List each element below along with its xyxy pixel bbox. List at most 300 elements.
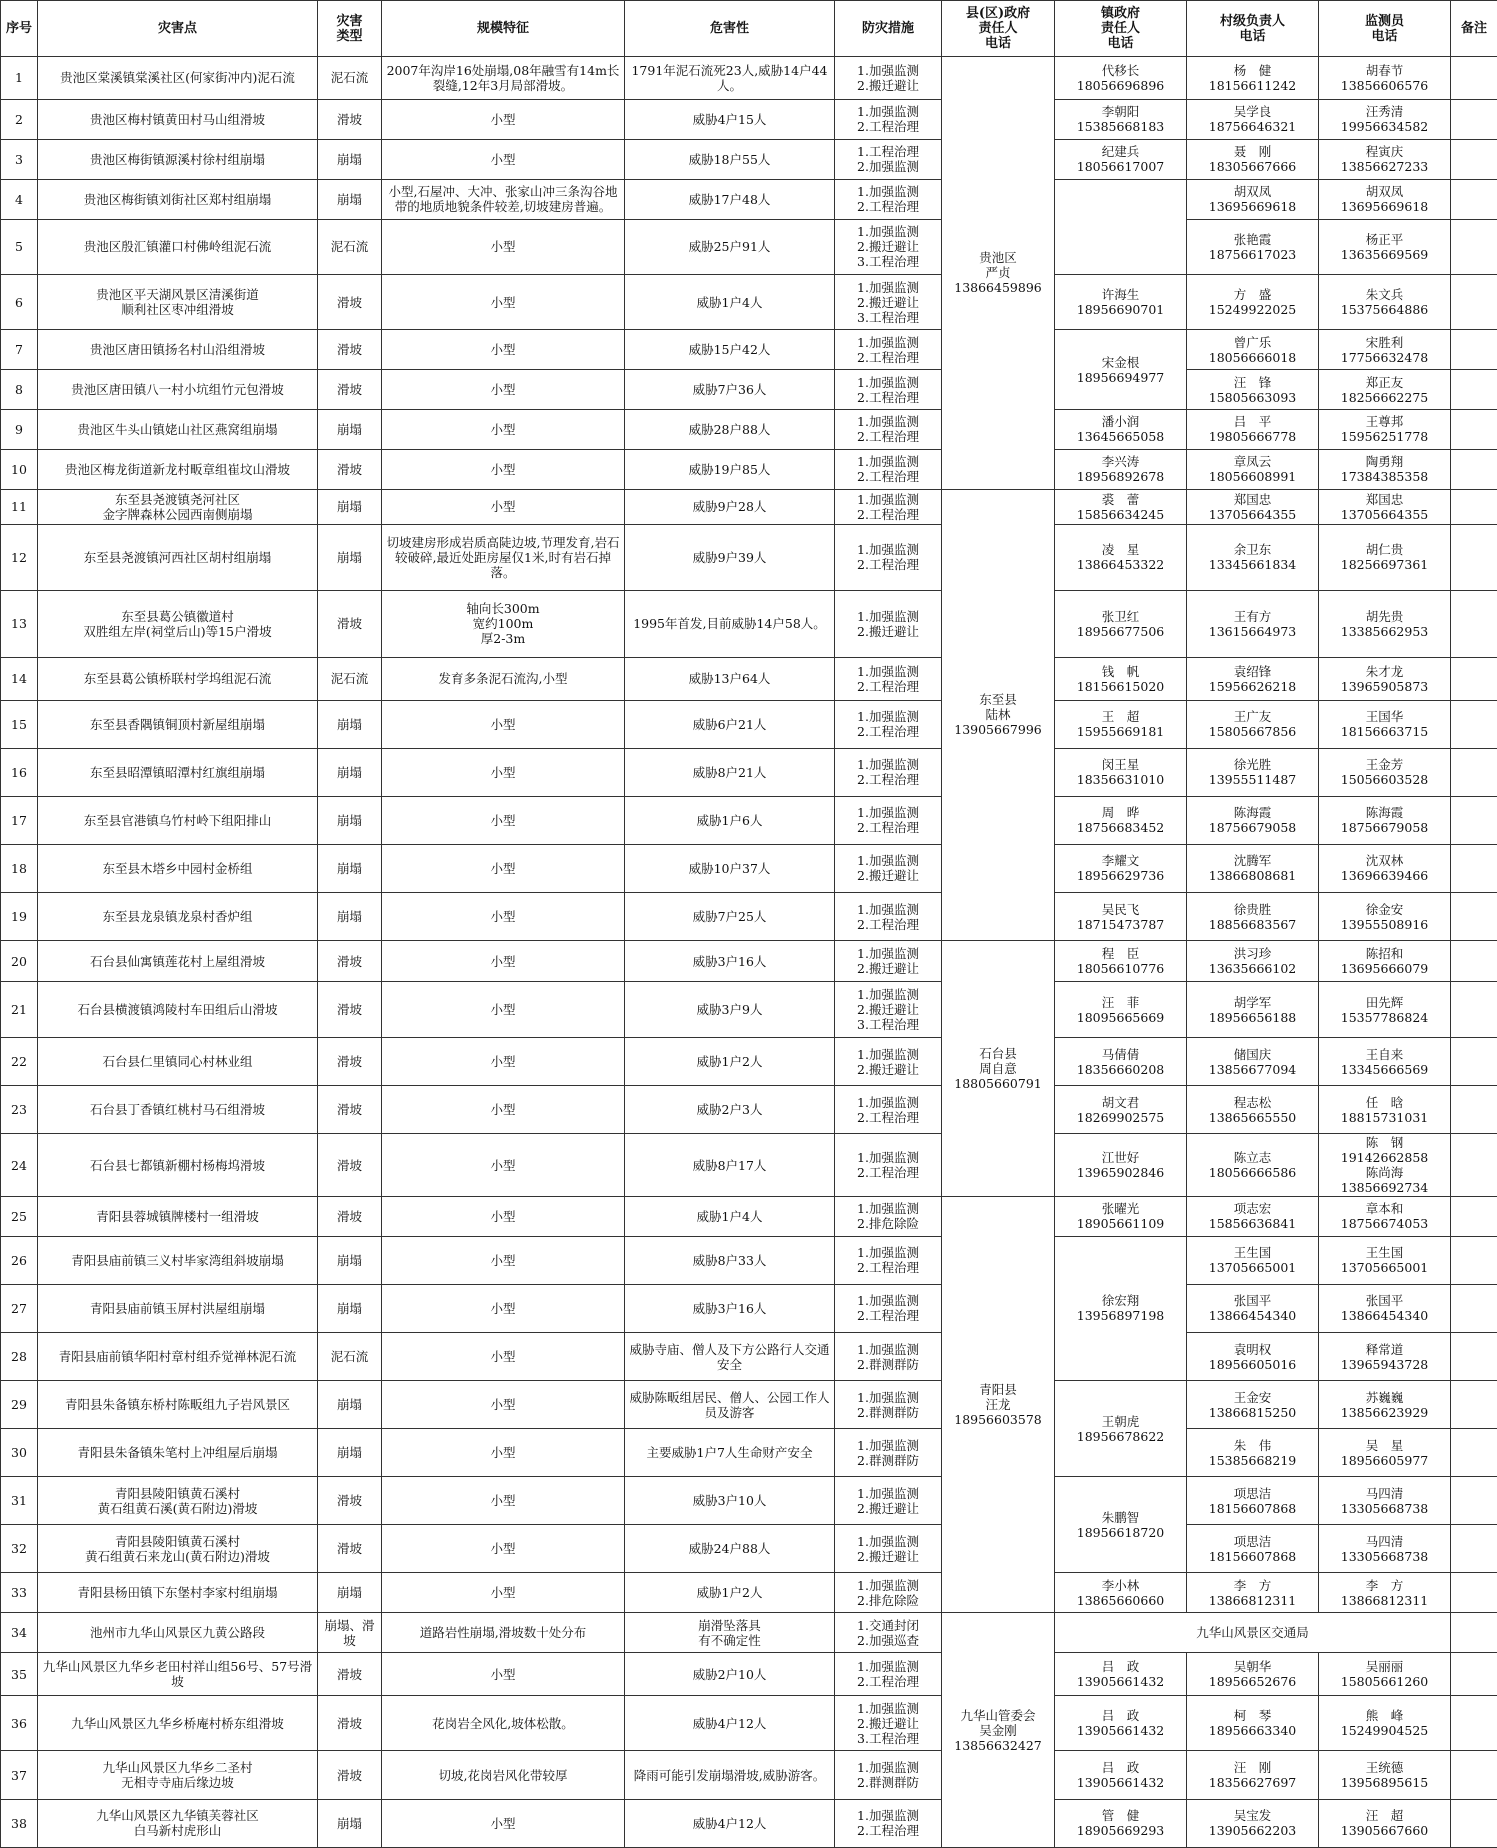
monitor-contact: 王尊邦 15956251778: [1319, 410, 1451, 450]
monitor-contact: 程寅庆 13856627233: [1319, 139, 1451, 179]
town-responsible: 纪建兵 18056617007: [1055, 139, 1187, 179]
table-row: [1, 796, 1497, 844]
monitor-contact: 吴丽丽 15805661260: [1319, 1653, 1451, 1696]
hazard-description: 威胁25户91人: [625, 219, 835, 274]
table-row: [1, 139, 1497, 179]
column-header: 镇政府 责任人 电话: [1055, 1, 1187, 57]
village-responsible: 陈海霞 18756679058: [1187, 796, 1319, 844]
town-responsible: 李兴涛 18956892678: [1055, 449, 1187, 489]
row-number: 27: [1, 1284, 38, 1332]
remark: [1451, 57, 1497, 100]
monitor-contact: 王金芳 15056603528: [1319, 748, 1451, 796]
disaster-type: 崩塌: [318, 1284, 382, 1332]
village-responsible: 洪习珍 13635666102: [1187, 941, 1319, 982]
disaster-type: 崩塌: [318, 1799, 382, 1847]
town-responsible: 代移长 18056696896: [1055, 57, 1187, 100]
row-number: 36: [1, 1696, 38, 1751]
disaster-type: 滑坡: [318, 1196, 382, 1236]
table-row: [1, 219, 1497, 274]
monitor-contact: 王生国 13705665001: [1319, 1236, 1451, 1284]
remark: [1451, 1134, 1497, 1196]
row-number: 26: [1, 1236, 38, 1284]
hazard-description: 威胁8户33人: [625, 1236, 835, 1284]
scale-features: 小型: [382, 1284, 625, 1332]
village-responsible: 项思洁 18156607868: [1187, 1477, 1319, 1525]
village-responsible: 章凤云 18056608991: [1187, 449, 1319, 489]
prevention-measures: 1.加强监测 2.群测群防: [835, 1429, 942, 1477]
village-responsible: 吴学良 18756646321: [1187, 99, 1319, 139]
monitor-contact: 王国华 18156663715: [1319, 700, 1451, 748]
remark: [1451, 410, 1497, 450]
scale-features: 小型: [382, 941, 625, 982]
village-responsible: 郑国忠 13705664355: [1187, 489, 1319, 524]
table-row: [1, 1653, 1497, 1696]
prevention-measures: 1.加强监测 2.工程治理: [835, 700, 942, 748]
row-number: 14: [1, 657, 38, 700]
prevention-measures: 1.工程治理 2.加强监测: [835, 139, 942, 179]
disaster-type: 滑坡: [318, 449, 382, 489]
hazard-description: 威胁1户2人: [625, 1038, 835, 1086]
disaster-type: 崩塌: [318, 700, 382, 748]
village-responsible: 朱 伟 15385668219: [1187, 1429, 1319, 1477]
disaster-location: 东至县昭潭镇昭潭村红旗组崩塌: [38, 748, 318, 796]
disaster-type: 滑坡: [318, 99, 382, 139]
prevention-measures: 1.加强监测 2.工程治理: [835, 1134, 942, 1196]
disaster-location: 贵池区唐田镇八一村小坑组竹元包滑坡: [38, 370, 318, 410]
column-header: 县(区)政府 责任人 电话: [942, 1, 1055, 57]
prevention-measures: 1.加强监测 2.工程治理: [835, 370, 942, 410]
disaster-type: 崩塌: [318, 1429, 382, 1477]
town-responsible: 钱 帆 18156615020: [1055, 657, 1187, 700]
village-responsible: 项志宏 15856636841: [1187, 1196, 1319, 1236]
village-responsible: 王金安 13866815250: [1187, 1381, 1319, 1429]
scale-features: 小型: [382, 1236, 625, 1284]
hazard-description: 威胁2户10人: [625, 1653, 835, 1696]
row-number: 15: [1, 700, 38, 748]
hazard-description: 威胁1户6人: [625, 796, 835, 844]
remark: [1451, 1613, 1497, 1653]
column-header: 序号: [1, 1, 38, 57]
county-responsible: 东至县 陆林 13905667996: [942, 489, 1055, 940]
row-number: 16: [1, 748, 38, 796]
village-responsible: 程志松 13865665550: [1187, 1086, 1319, 1134]
column-header: 灾害 类型: [318, 1, 382, 57]
scale-features: 小型: [382, 844, 625, 892]
row-number: 22: [1, 1038, 38, 1086]
monitor-contact: 释常道 13965943728: [1319, 1332, 1451, 1380]
row-number: 37: [1, 1751, 38, 1799]
scale-features: 小型: [382, 1086, 625, 1134]
scale-features: 小型: [382, 99, 625, 139]
disaster-type: 滑坡: [318, 1653, 382, 1696]
table-row: [1, 1477, 1497, 1525]
column-header: 防灾措施: [835, 1, 942, 57]
row-number: 17: [1, 796, 38, 844]
scale-features: 小型: [382, 1799, 625, 1847]
disaster-location: 青阳县庙前镇玉屏村洪屋组崩塌: [38, 1284, 318, 1332]
disaster-location: 贵池区殷汇镇灌口村佛岭组泥石流: [38, 219, 318, 274]
monitor-contact: 胡双凤 13695669618: [1319, 179, 1451, 219]
disaster-location: 东至县葛公镇徽道村 双胜组左岸(祠堂后山)等15户滑坡: [38, 591, 318, 658]
hazard-description: 威胁3户16人: [625, 1284, 835, 1332]
scale-features: 发育多条泥石流沟,小型: [382, 657, 625, 700]
monitor-contact: 张国平 13866454340: [1319, 1284, 1451, 1332]
disaster-type: 崩塌: [318, 489, 382, 524]
scale-features: 小型: [382, 1429, 625, 1477]
village-responsible: 王有方 13615664973: [1187, 591, 1319, 658]
town-responsible: 胡文君 18269902575: [1055, 1086, 1187, 1134]
row-number: 8: [1, 370, 38, 410]
remark: [1451, 1751, 1497, 1799]
village-responsible: 余卫东 13345661834: [1187, 524, 1319, 591]
county-responsible: 石台县 周自意 18805660791: [942, 941, 1055, 1197]
disaster-type: 滑坡: [318, 1477, 382, 1525]
village-responsible: 汪 刚 18356627697: [1187, 1751, 1319, 1799]
monitor-contact: 田先辉 15357786824: [1319, 981, 1451, 1037]
table-row: [1, 489, 1497, 524]
hazard-description: 威胁2户3人: [625, 1086, 835, 1134]
village-responsible: 袁明权 18956605016: [1187, 1332, 1319, 1380]
scale-features: 小型: [382, 796, 625, 844]
remark: [1451, 139, 1497, 179]
row-number: 29: [1, 1381, 38, 1429]
disaster-location: 石台县丁香镇红桃村马石组滑坡: [38, 1086, 318, 1134]
row-number: 10: [1, 449, 38, 489]
table-row: [1, 941, 1497, 982]
monitor-contact: 汪 超 13905667660: [1319, 1799, 1451, 1847]
disaster-type: 滑坡: [318, 370, 382, 410]
remark: [1451, 1573, 1497, 1613]
row-number: 38: [1, 1799, 38, 1847]
row-number: 6: [1, 274, 38, 329]
hazard-description: 威胁17户48人: [625, 179, 835, 219]
hazard-description: 威胁3户10人: [625, 1477, 835, 1525]
prevention-measures: 1.加强监测 2.群测群防: [835, 1381, 942, 1429]
monitor-contact: 吴 星 18956605977: [1319, 1429, 1451, 1477]
hazard-description: 威胁1户2人: [625, 1573, 835, 1613]
remark: [1451, 1038, 1497, 1086]
disaster-location: 青阳县朱备镇朱笔村上冲组屋后崩塌: [38, 1429, 318, 1477]
scale-features: 小型: [382, 330, 625, 370]
prevention-measures: 1.加强监测 2.工程治理: [835, 489, 942, 524]
disaster-location: 青阳县陵阳镇黄石溪村 黄石组黄石来龙山(黄石附边)滑坡: [38, 1525, 318, 1573]
monitor-contact: 胡先贵 13385662953: [1319, 591, 1451, 658]
town-responsible: 汪 菲 18095665669: [1055, 981, 1187, 1037]
disaster-type: 崩塌: [318, 179, 382, 219]
hazard-description: 威胁9户39人: [625, 524, 835, 591]
town-responsible: 王 超 15955669181: [1055, 700, 1187, 748]
disaster-type: 滑坡: [318, 1696, 382, 1751]
town-responsible: 裘 蕾 15856634245: [1055, 489, 1187, 524]
scale-features: 小型: [382, 1653, 625, 1696]
monitor-contact: 熊 峰 15249904525: [1319, 1696, 1451, 1751]
scale-features: 小型: [382, 981, 625, 1037]
disaster-location: 贵池区棠溪镇棠溪社区(何家街冲内)泥石流: [38, 57, 318, 100]
village-responsible: 曾广乐 18056666018: [1187, 330, 1319, 370]
prevention-measures: 1.加强监测 2.搬迁避让 3.工程治理: [835, 981, 942, 1037]
disaster-type: 滑坡: [318, 941, 382, 982]
table-row: [1, 1038, 1497, 1086]
village-responsible: 陈立志 18056666586: [1187, 1134, 1319, 1196]
remark: [1451, 892, 1497, 940]
village-responsible: 吴宝发 13905662203: [1187, 1799, 1319, 1847]
remark: [1451, 370, 1497, 410]
hazard-description: 威胁15户42人: [625, 330, 835, 370]
remark: [1451, 941, 1497, 982]
town-responsible: 王朝虎 18956678622: [1055, 1381, 1187, 1477]
village-responsible: 储国庆 13856677094: [1187, 1038, 1319, 1086]
table-row: [1, 1196, 1497, 1236]
town-responsible: 闵王星 18356631010: [1055, 748, 1187, 796]
disaster-type: 崩塌: [318, 524, 382, 591]
town-responsible: 李耀文 18956629736: [1055, 844, 1187, 892]
prevention-measures: 1.加强监测 2.工程治理: [835, 410, 942, 450]
disaster-type: 崩塌: [318, 410, 382, 450]
disaster-location: 青阳县庙前镇三义村毕家湾组斜坡崩塌: [38, 1236, 318, 1284]
town-responsible: 宋金根 18956694977: [1055, 330, 1187, 410]
monitor-contact: 王自来 13345666569: [1319, 1038, 1451, 1086]
hazard-description: 1791年泥石流死23人,威胁14户44人。: [625, 57, 835, 100]
row-number: 34: [1, 1613, 38, 1653]
hazard-description: 威胁4户12人: [625, 1696, 835, 1751]
monitor-contact: 汪秀清 19956634582: [1319, 99, 1451, 139]
hazard-description: 威胁7户36人: [625, 370, 835, 410]
scale-features: 小型: [382, 370, 625, 410]
row-number: 31: [1, 1477, 38, 1525]
town-responsible: 程 臣 18056610776: [1055, 941, 1187, 982]
disaster-location: 九华山风景区九华乡桥庵村桥东组滑坡: [38, 1696, 318, 1751]
table-row: [1, 524, 1497, 591]
remark: [1451, 1196, 1497, 1236]
row-number: 13: [1, 591, 38, 658]
scale-features: 小型: [382, 1573, 625, 1613]
remark: [1451, 489, 1497, 524]
remark: [1451, 219, 1497, 274]
disaster-type: 崩塌: [318, 1236, 382, 1284]
town-responsible: 凌 星 13866453322: [1055, 524, 1187, 591]
table-row: [1, 981, 1497, 1037]
disaster-type: 崩塌: [318, 892, 382, 940]
disaster-type: 崩塌: [318, 1381, 382, 1429]
hazard-description: 降雨可能引发崩塌滑坡,威胁游客。: [625, 1751, 835, 1799]
table-row: [1, 1751, 1497, 1799]
row-number: 19: [1, 892, 38, 940]
disaster-location: 东至县尧渡镇尧河社区 金字牌森林公园西南侧崩塌: [38, 489, 318, 524]
remark: [1451, 1381, 1497, 1429]
monitor-contact: 胡春节 13856606576: [1319, 57, 1451, 100]
monitor-contact: 章本和 18756674053: [1319, 1196, 1451, 1236]
prevention-measures: 1.加强监测 2.工程治理: [835, 1653, 942, 1696]
prevention-measures: 1.加强监测 2.工程治理: [835, 748, 942, 796]
hazard-description: 威胁10户37人: [625, 844, 835, 892]
remark: [1451, 1236, 1497, 1284]
hazard-description: 威胁24户88人: [625, 1525, 835, 1573]
disaster-location: 池州市九华山风景区九黄公路段: [38, 1613, 318, 1653]
prevention-measures: 1.加强监测 2.排危除险: [835, 1196, 942, 1236]
town-responsible: 吕 政 13905661432: [1055, 1653, 1187, 1696]
hazard-description: 威胁4户12人: [625, 1799, 835, 1847]
hazard-description: 威胁1户4人: [625, 274, 835, 329]
scale-features: 小型: [382, 748, 625, 796]
village-responsible: 项思洁 18156607868: [1187, 1525, 1319, 1573]
table-row: [1, 844, 1497, 892]
remark: [1451, 330, 1497, 370]
responsible-unit: 九华山风景区交通局: [1055, 1613, 1451, 1653]
disaster-type: 泥石流: [318, 57, 382, 100]
scale-features: 小型: [382, 1134, 625, 1196]
table-row: [1, 449, 1497, 489]
row-number: 35: [1, 1653, 38, 1696]
town-responsible: 张卫红 18956677506: [1055, 591, 1187, 658]
remark: [1451, 1332, 1497, 1380]
village-responsible: 聂 刚 18305667666: [1187, 139, 1319, 179]
village-responsible: 胡双凤 13695669618: [1187, 179, 1319, 219]
town-responsible: 徐宏翔 13956897198: [1055, 1236, 1187, 1380]
disaster-location: 贵池区平天湖风景区清溪街道 顺利社区枣冲组滑坡: [38, 274, 318, 329]
remark: [1451, 700, 1497, 748]
table-row: [1, 591, 1497, 658]
scale-features: 切坡,花岗岩风化带较厚: [382, 1751, 625, 1799]
table-row: [1, 1381, 1497, 1429]
prevention-measures: 1.加强监测 2.群测群防: [835, 1751, 942, 1799]
scale-features: 2007年沟岸16处崩塌,08年融雪有14m长裂缝,12年3月局部滑坡。: [382, 57, 625, 100]
prevention-measures: 1.加强监测 2.搬迁避让: [835, 1477, 942, 1525]
remark: [1451, 1284, 1497, 1332]
hazard-description: 主要威胁1户7人生命财产安全: [625, 1429, 835, 1477]
table-header-row: [1, 1, 1497, 57]
remark: [1451, 591, 1497, 658]
hazard-description: 威胁8户17人: [625, 1134, 835, 1196]
prevention-measures: 1.加强监测 2.工程治理: [835, 796, 942, 844]
hazard-description: 威胁18户55人: [625, 139, 835, 179]
scale-features: 小型: [382, 1196, 625, 1236]
hazard-description: 威胁寺庙、僧人及下方公路行人交通安全: [625, 1332, 835, 1380]
scale-features: 小型: [382, 1332, 625, 1380]
row-number: 30: [1, 1429, 38, 1477]
disaster-location: 青阳县庙前镇华阳村章村组乔觉禅林泥石流: [38, 1332, 318, 1380]
row-number: 9: [1, 410, 38, 450]
disaster-location: 石台县七都镇新棚村杨梅坞滑坡: [38, 1134, 318, 1196]
row-number: 5: [1, 219, 38, 274]
scale-features: 小型,石屋冲、大冲、张家山冲三条沟谷地带的地质地貌条件较差,切坡建房普遍。: [382, 179, 625, 219]
remark: [1451, 796, 1497, 844]
row-number: 4: [1, 179, 38, 219]
monitor-contact: 王统德 13956895615: [1319, 1751, 1451, 1799]
column-header: 规模特征: [382, 1, 625, 57]
monitor-contact: 苏巍巍 13856623929: [1319, 1381, 1451, 1429]
scale-features: 小型: [382, 410, 625, 450]
remark: [1451, 1477, 1497, 1525]
town-responsible: 马倩倩 18356660208: [1055, 1038, 1187, 1086]
county-responsible: 青阳县 汪龙 18956603578: [942, 1196, 1055, 1612]
row-number: 25: [1, 1196, 38, 1236]
monitor-contact: 郑国忠 13705664355: [1319, 489, 1451, 524]
table-row: [1, 1332, 1497, 1380]
hazard-description: 威胁28户88人: [625, 410, 835, 450]
disaster-location: 九华山风景区九华乡二圣村 无相寺寺庙后缘边坡: [38, 1751, 318, 1799]
row-number: 32: [1, 1525, 38, 1573]
village-responsible: 沈腾军 13866808681: [1187, 844, 1319, 892]
column-header: 村级负责人 电话: [1187, 1, 1319, 57]
village-responsible: 张艳霞 18756617023: [1187, 219, 1319, 274]
town-responsible: 周 晔 18756683452: [1055, 796, 1187, 844]
monitor-contact: 朱才龙 13965905873: [1319, 657, 1451, 700]
prevention-measures: 1.加强监测 2.工程治理: [835, 1799, 942, 1847]
remark: [1451, 1525, 1497, 1573]
scale-features: 小型: [382, 1525, 625, 1573]
table-row: [1, 1236, 1497, 1284]
table-row: [1, 657, 1497, 700]
village-responsible: 杨 健 18156611242: [1187, 57, 1319, 100]
disaster-location: 九华山风景区九华镇芙蓉社区 白马新村虎形山: [38, 1799, 318, 1847]
monitor-contact: 任 晗 18815731031: [1319, 1086, 1451, 1134]
disaster-location: 青阳县朱备镇东桥村陈畈组九子岩风景区: [38, 1381, 318, 1429]
table-row: [1, 1429, 1497, 1477]
prevention-measures: 1.加强监测 2.工程治理: [835, 1236, 942, 1284]
town-responsible: 潘小润 13645665058: [1055, 410, 1187, 450]
remark: [1451, 179, 1497, 219]
disaster-location: 东至县尧渡镇河西社区胡村组崩塌: [38, 524, 318, 591]
hazard-description: 崩滑坠落具 有不确定性: [625, 1613, 835, 1653]
village-responsible: 汪 锋 15805663093: [1187, 370, 1319, 410]
disaster-type: 滑坡: [318, 591, 382, 658]
row-number: 3: [1, 139, 38, 179]
town-responsible: 吕 政 13905661432: [1055, 1696, 1187, 1751]
scale-features: 轴向长300m 宽约100m 厚2-3m: [382, 591, 625, 658]
remark: [1451, 1696, 1497, 1751]
hazard-description: 威胁3户16人: [625, 941, 835, 982]
table-row: [1, 330, 1497, 370]
row-number: 12: [1, 524, 38, 591]
remark: [1451, 1429, 1497, 1477]
hazard-description: 威胁6户21人: [625, 700, 835, 748]
row-number: 21: [1, 981, 38, 1037]
disaster-type: 崩塌: [318, 844, 382, 892]
town-responsible: 朱鹏智 18956618720: [1055, 1477, 1187, 1573]
disaster-location: 东至县木塔乡中园村金桥组: [38, 844, 318, 892]
disaster-type: 滑坡: [318, 981, 382, 1037]
remark: [1451, 657, 1497, 700]
town-responsible: 管 健 18905669293: [1055, 1799, 1187, 1847]
monitor-contact: 马四清 13305668738: [1319, 1477, 1451, 1525]
scale-features: 小型: [382, 489, 625, 524]
disaster-type: 崩塌: [318, 139, 382, 179]
disaster-type: 滑坡: [318, 1038, 382, 1086]
scale-features: 小型: [382, 700, 625, 748]
hazard-description: 威胁3户9人: [625, 981, 835, 1037]
hazard-description: 威胁9户28人: [625, 489, 835, 524]
table-row: [1, 892, 1497, 940]
disaster-location: 贵池区唐田镇扬名村山沿组滑坡: [38, 330, 318, 370]
remark: [1451, 1653, 1497, 1696]
monitor-contact: 陶勇翔 17384385358: [1319, 449, 1451, 489]
column-header: 危害性: [625, 1, 835, 57]
prevention-measures: 1.加强监测 2.搬迁避让 3.工程治理: [835, 274, 942, 329]
row-number: 23: [1, 1086, 38, 1134]
disaster-location: 东至县官港镇乌竹村岭下组阳排山: [38, 796, 318, 844]
hazard-description: 威胁7户25人: [625, 892, 835, 940]
disaster-location: 石台县仙寓镇莲花村上屋组滑坡: [38, 941, 318, 982]
prevention-measures: 1.加强监测 2.排危除险: [835, 1573, 942, 1613]
monitor-contact: 杨正平 13635669569: [1319, 219, 1451, 274]
prevention-measures: 1.加强监测 2.搬迁避让: [835, 1038, 942, 1086]
table-row: [1, 1799, 1497, 1847]
disaster-type: 崩塌: [318, 1573, 382, 1613]
town-responsible: 吴民飞 18715473787: [1055, 892, 1187, 940]
table-row: [1, 370, 1497, 410]
remark: [1451, 1799, 1497, 1847]
disaster-type: 泥石流: [318, 657, 382, 700]
